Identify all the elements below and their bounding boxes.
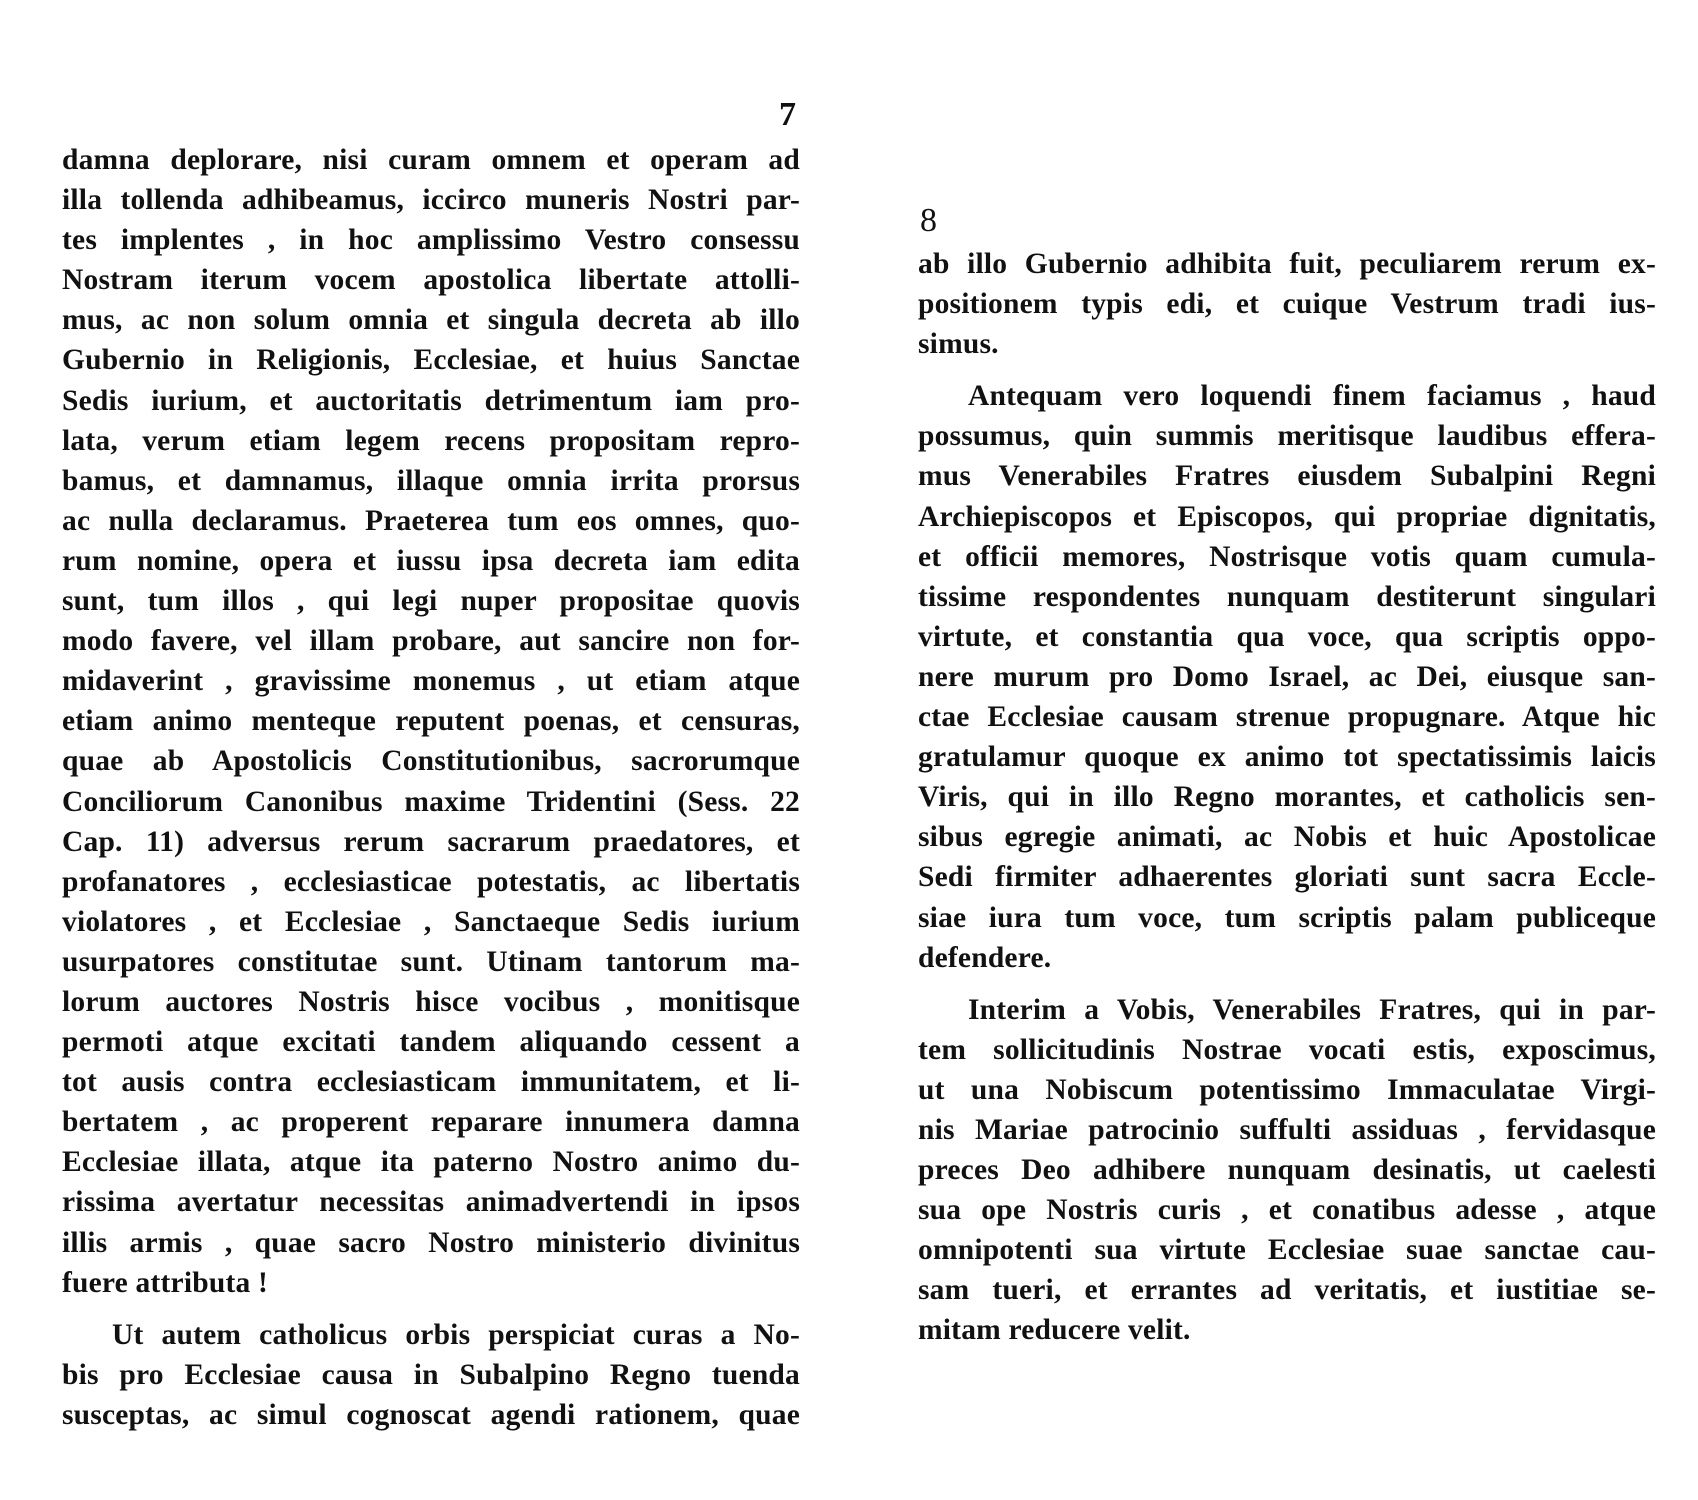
paragraph <box>918 990 1656 1351</box>
text-line: midaverint , gravissime monemus , ut etiam atque <box>62 665 800 698</box>
text-line: susceptas, ac simul cognoscat agendi rationem, quae <box>62 1398 800 1431</box>
text-line: omnipotenti sua virtute Ecclesiae suae sanctae cau- <box>918 1234 1656 1267</box>
text-line: violatores , et Ecclesiae , Sanctaeque Sedis iurium <box>62 905 800 938</box>
text-line: mus Venerabiles Fratres eiusdem Subalpini Regni <box>918 460 1656 493</box>
page-number-right: 8 <box>920 202 937 239</box>
text-line: Ut autem catholicus orbis perspiciat curas a No- <box>112 1318 800 1351</box>
text-line: Interim a Vobis, Venerabiles Fratres, qui in par- <box>968 993 1656 1026</box>
text-line: fuere attributa ! <box>62 1266 269 1299</box>
text-line: rum nomine, opera et iussu ipsa decreta iam edita <box>62 544 800 577</box>
text-line: profanatores , ecclesiasticae potestatis, ac libertatis <box>62 865 800 898</box>
text-line: Sedis iurium, et auctoritatis detrimentum iam pro- <box>62 384 800 417</box>
text-line: quae ab Apostolicis Constitutionibus, sacrorumque <box>62 745 800 778</box>
right-page-text <box>918 244 1656 1351</box>
text-line: Antequam vero loquendi finem faciamus , haud <box>968 380 1656 413</box>
text-line: positionem typis edi, et cuique Vestrum tradi ius- <box>918 288 1656 321</box>
text-line: preces Deo adhibere nunquam desinatis, ut caelesti <box>918 1154 1656 1187</box>
text-line: bertatem , ac properent reparare innumera damna <box>62 1106 800 1139</box>
text-line: Ecclesiae illata, atque ita paterno Nostro animo du- <box>62 1146 800 1179</box>
paragraph-gap <box>918 978 1656 990</box>
text-line: virtute, et constantia qua voce, qua scriptis oppo- <box>918 620 1656 653</box>
text-line: Conciliorum Canonibus maxime Tridentini (Sess. 22 <box>62 785 800 818</box>
text-line: tot ausis contra ecclesiasticam immunitatem, et li- <box>62 1066 800 1099</box>
text-line: siae iura tum voce, tum scriptis palam publiceque <box>918 901 1656 934</box>
paragraph <box>918 376 1656 989</box>
text-line: lata, verum etiam legem recens propositam repro- <box>62 424 800 457</box>
paragraph-gap <box>918 364 1656 376</box>
text-line: et officii memores, Nostrisque votis quam cumula- <box>918 540 1656 573</box>
text-line: ac nulla declaramus. Praeterea tum eos omnes, quo- <box>62 504 800 537</box>
text-line: tissime respondentes nunquam destiterunt singulari <box>918 580 1656 613</box>
text-line: ab illo Gubernio adhibita fuit, peculiarem rerum ex- <box>918 248 1656 280</box>
paragraph <box>62 1315 800 1435</box>
text-line: Gubernio in Religionis, Ecclesiae, et huius Sanctae <box>62 344 800 377</box>
text-line: ut una Nobiscum potentissimo Immaculatae Virgi- <box>918 1073 1656 1106</box>
text-line: defendere. <box>918 941 1052 974</box>
text-line: gratulamur quoque ex animo tot spectatissimis laicis <box>918 741 1656 774</box>
text-line: permoti atque excitati tandem aliquando cessent a <box>62 1026 800 1059</box>
text-line: mus, ac non solum omnia et singula decreta ab illo <box>62 304 800 337</box>
paragraph <box>62 140 800 1315</box>
left-page-text <box>62 140 800 1435</box>
text-line: possumus, quin summis meritisque laudibus effera- <box>918 420 1656 453</box>
paragraph <box>918 244 1656 376</box>
text-line: Viris, qui in illo Regno morantes, et catholicis sen- <box>918 781 1656 814</box>
text-line: Sedi firmiter adhaerentes gloriati sunt sacra Eccle- <box>918 861 1656 894</box>
text-line: simus. <box>918 328 999 361</box>
text-line: illa tollenda adhibeamus, iccirco muneris Nostri par- <box>62 184 800 217</box>
text-line: Cap. 11) adversus rerum sacrarum praedatores, et <box>62 825 800 858</box>
text-line: usurpatores constitutae sunt. Utinam tantorum ma- <box>62 945 800 978</box>
text-line: Nostram iterum vocem apostolica libertate attolli- <box>62 264 800 297</box>
text-line: sunt, tum illos , qui legi nuper propositae quovis <box>62 585 800 618</box>
text-line: sibus egregie animati, ac Nobis et huic Apostolicae <box>918 821 1656 854</box>
text-line: tem sollicitudinis Nostrae vocati estis, exposcimus, <box>918 1033 1656 1066</box>
text-line: illis armis , quae sacro Nostro ministerio divinitus <box>62 1226 800 1259</box>
text-line: nere murum pro Domo Israel, ac Dei, eiusque san- <box>918 660 1656 693</box>
text-line: ctae Ecclesiae causam strenue propugnare. Atque hic <box>918 701 1656 734</box>
text-line: mitam reducere velit. <box>918 1314 1191 1347</box>
text-line: nis Mariae patrocinio suffulti assiduas , fervidasque <box>918 1113 1656 1146</box>
text-line: damna deplorare, nisi curam omnem et operam ad <box>62 144 800 176</box>
text-line: tes implentes , in hoc amplissimo Vestro consessu <box>62 224 800 257</box>
text-line: lorum auctores Nostris hisce vocibus , monitisque <box>62 985 800 1018</box>
page-number-left: 7 <box>779 96 796 133</box>
text-line: bis pro Ecclesiae causa in Subalpino Regno tuenda <box>62 1358 800 1391</box>
text-line: modo favere, vel illam probare, aut sancire non for- <box>62 625 800 658</box>
text-line: rissima avertatur necessitas animadvertendi in ipsos <box>62 1186 800 1219</box>
text-line: bamus, et damnamus, illaque omnia irrita prorsus <box>62 464 800 497</box>
text-line: sam tueri, et errantes ad veritatis, et iustitiae se- <box>918 1274 1656 1307</box>
text-line: sua ope Nostris curis , et conatibus adesse , atque <box>918 1194 1656 1227</box>
text-line: etiam animo menteque reputent poenas, et censuras, <box>62 705 800 738</box>
text-line: Archiepiscopos et Episcopos, qui propriae dignitatis, <box>918 500 1656 533</box>
paragraph-gap <box>62 1303 800 1315</box>
